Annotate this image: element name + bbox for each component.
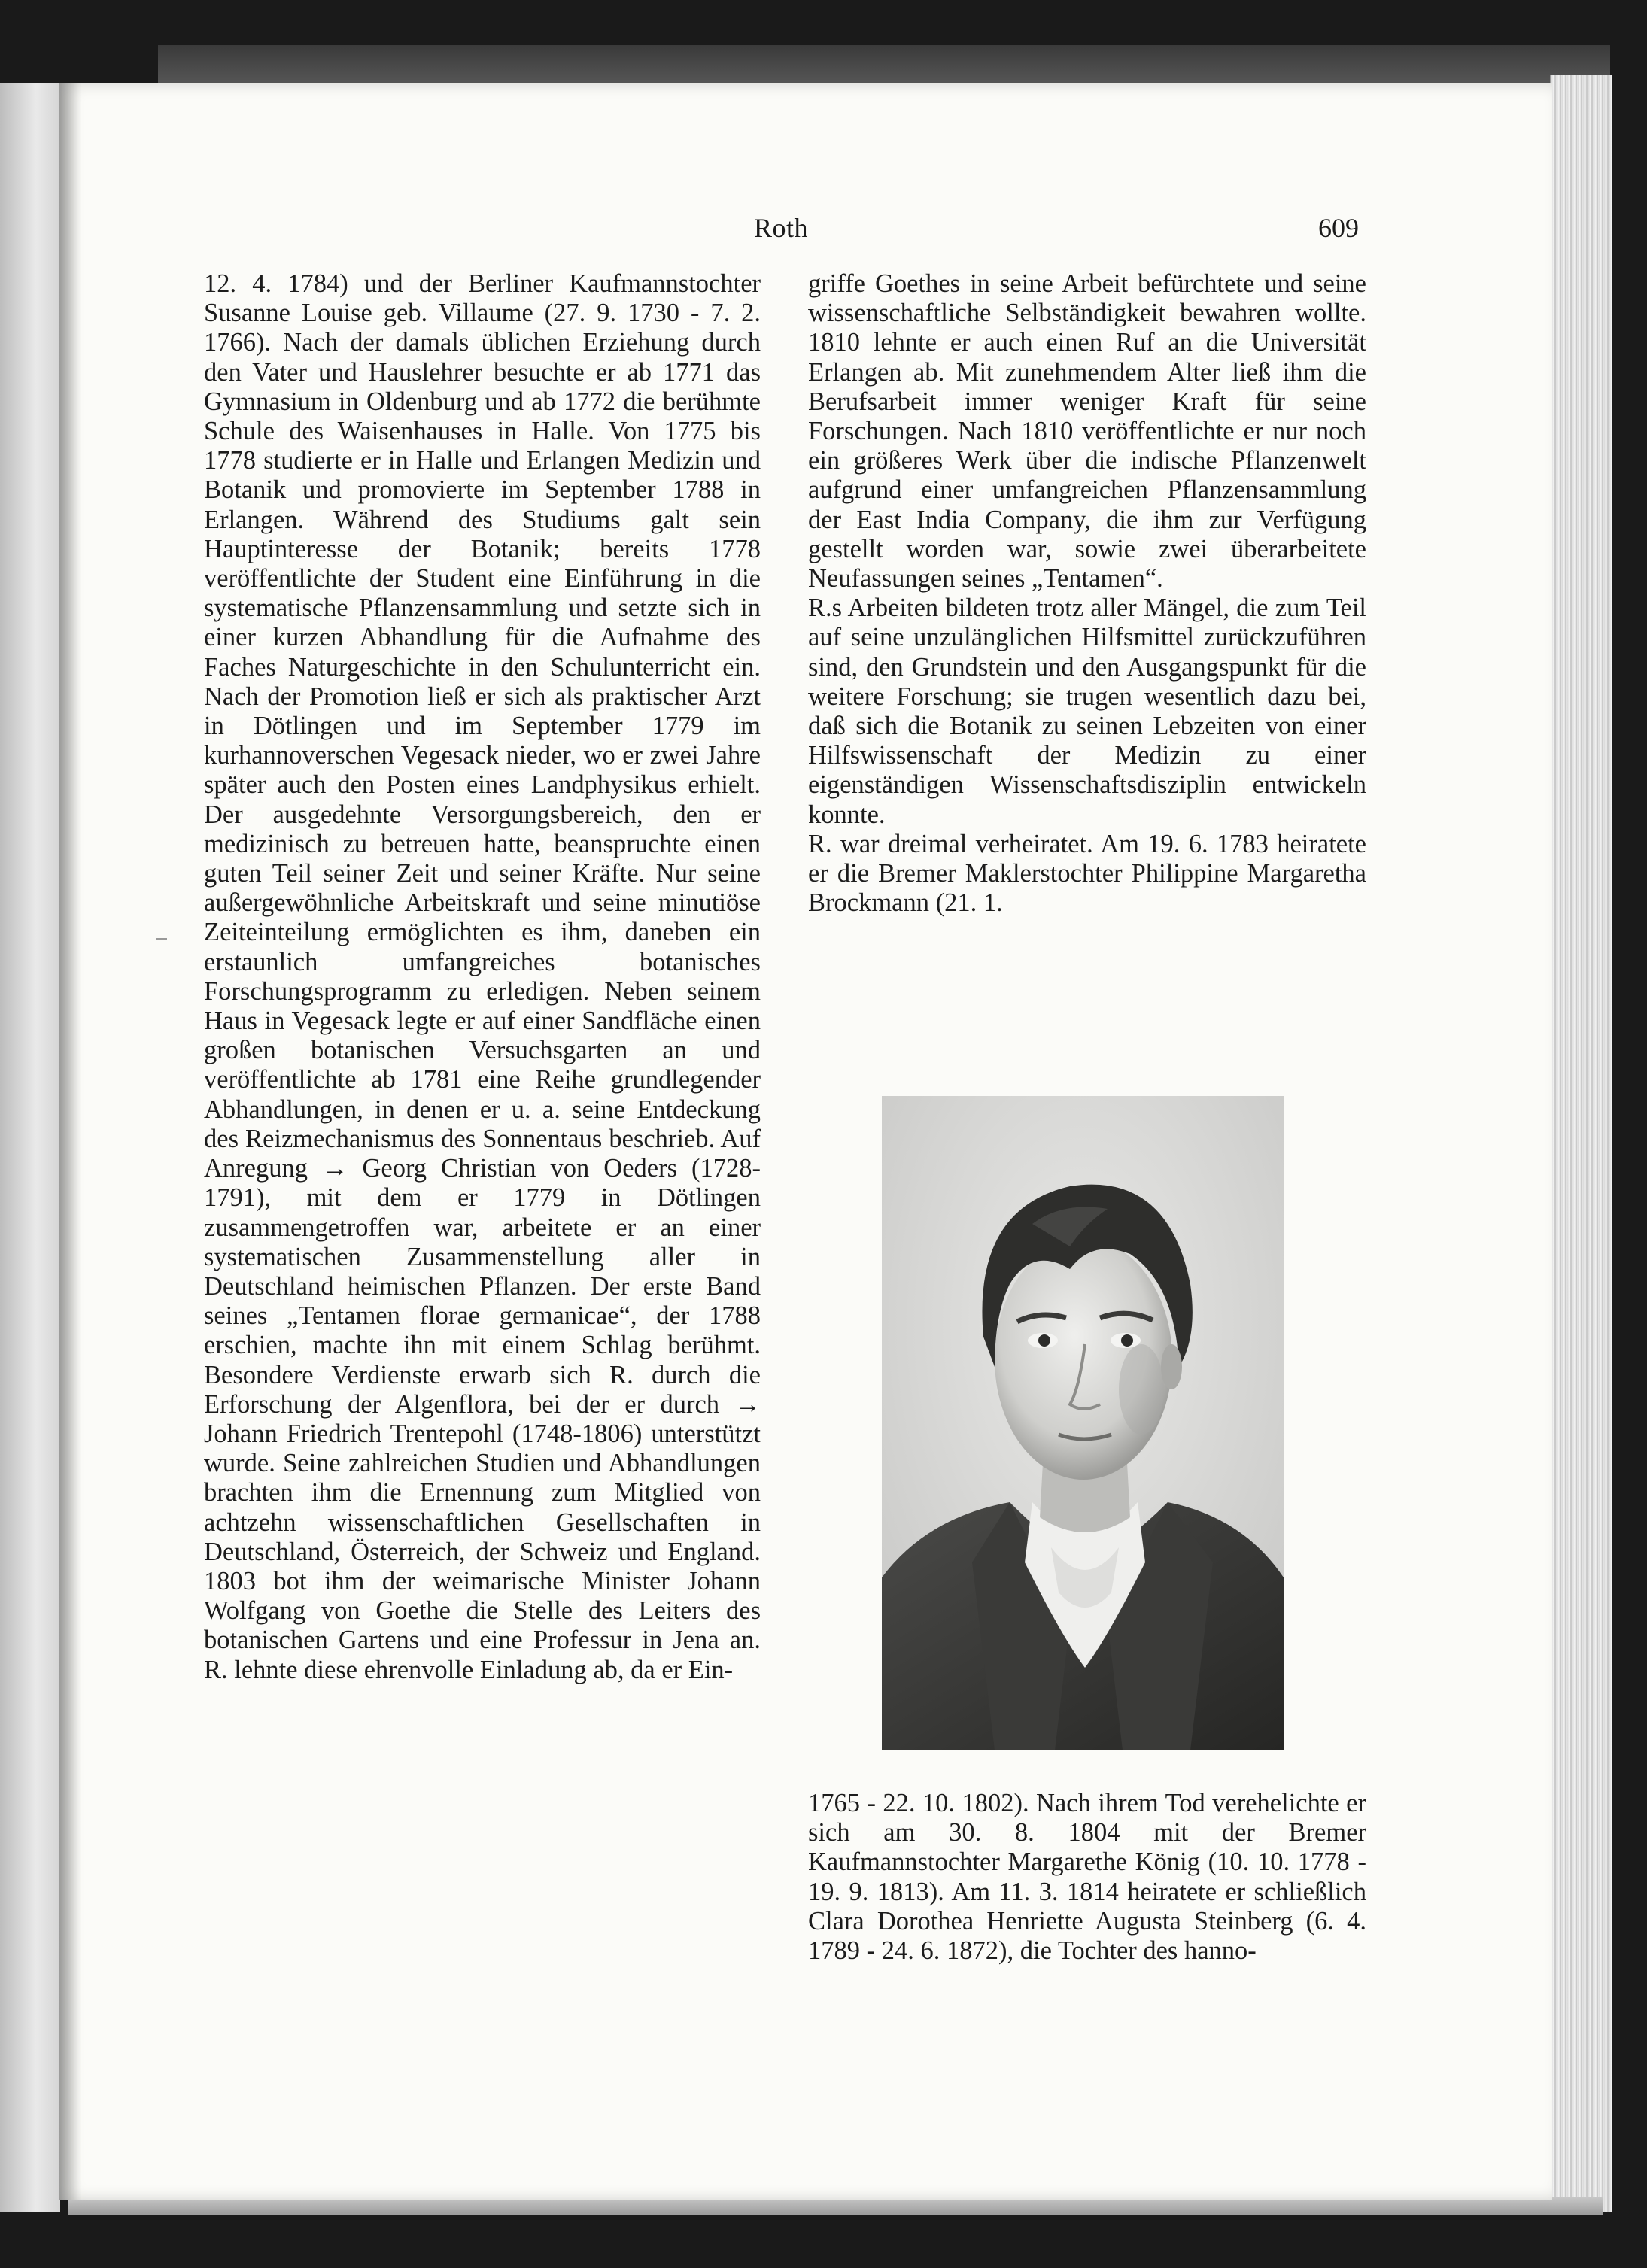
left-column-text: 12. 4. 1784) und der Berliner Kaufmannstochter Susanne Louise geb. Villaume (27. 9. 1730 - 7. 2. 1766). Nach der damals üblichen Erziehung durch den Vater und Hauslehrer besuchte er ab 1771 das Gymnasium in Oldenburg und ab 1772 die berühmte Schule des Waisenhauses in Halle. Von 1775 bis 1778 studierte er in Halle und Erlangen Medizin und Botanik und promovierte im September 1788 in Erlangen. Während des Studiums galt sein Hauptinteresse der Botanik; bereits 1778 veröffentlichte der Student eine Einführung in die systematische Pflanzensammlung und setzte sich in einer kurzen Abhandlung für die Aufnahme des Faches Naturgeschichte in den Schulunterricht ein. Nach der Promotion ließ er sich als praktischer Arzt in Dötlingen und im September 1779 im kurhannoverschen Vegesack nieder, wo er zwei Jahre später auch den Posten eines Landphysikus erhielt. Der ausgedehnte Versorgungsbereich, den er medizinisch zu betreuen hatte, beanspruchte einen guten Teil seiner Zeit und seiner Kräfte. Nur seine außergewöhnliche Arbeitskraft und seine minutiöse Zeiteinteilung ermöglichten es ihm, daneben ein erstaunlich umfangreiches botanisches Forschungsprogramm zu erledigen. Neben seinem Haus in Vegesack legte er auf einer Sandfläche einen großen botanischen Versuchsgarten an und veröffentlichte ab 1781 eine Reihe grundlegender Abhandlungen, in denen er u. a. seine Entdeckung des Reizmechanismus des Sonnentaus beschrieb. Auf Anregung → Georg Christian von Oeders (1728-1791), mit dem er 1779 in Dötlingen zusammengetroffen war, arbeitete er an einer systematischen Zusammenstellung aller in Deutschland heimischen Pflanzen. Der erste Band seines „Tentamen florae germanicae“, der 1788 erschien, machte ihn mit einem Schlag berühmt. Besondere Verdienste erwarb sich R. durch die Erforschung der Algenflora, bei der er durch → Johann Friedrich Trentepohl (1748-1806) unterstützt wurde. Seine zahlreichen Studien und Abhandlungen brachten ihm die Ernennung zum Mitglied von achtzehn wissenschaftlichen Gesellschaften in Deutschland, Österreich, der Schweiz und England. 1803 bot ihm der weimarische Minister Johann Wolfgang von Goethe die Stelle des Leiters des botanischen Gartens und eine Professur in Jena an. R. lehnte diese ehrenvolle Einladung ab, da er Ein- [204,269,761,1684]
margin-mark [156,938,167,940]
right-column-bottom [808,1789,1366,1966]
left-page-edge [0,83,60,2212]
right-paragraph-2: R.s Arbeiten bildeten trotz aller Mängel, die zum Teil auf seine unzulänglichen Hilfsmittel zurückzuführen sind, den Grundstein und den Ausgangspunkt für die weitere Forschung; sie trugen wesentlich dazu bei, daß sich die Botanik zu seinen Lebzeiten von einer Hilfswissenschaft der Medizin zu einer eigenständigen Wissenschaftsdisziplin entwickeln konnte. [808,594,1366,829]
gutter-shadow [59,83,81,2200]
right-continuation: 1765 - 22. 10. 1802). Nach ihrem Tod verehelichte er sich am 30. 8. 1804 mit der Bremer Kaufmannstochter Margarethe König (10. 10. 1778 - 19. 9. 1813). Am 11. 3. 1814 heiratete er schließlich Clara Dorothea Henriette Augusta Steinberg (6. 4. 1789 - 24. 6. 1872), die Tochter des hanno- [808,1789,1366,1966]
portrait-image [882,1096,1284,1750]
running-head: Roth [754,213,809,243]
page-stack-edge [1550,75,1612,2212]
left-column [204,269,761,1685]
page-number: 609 [1318,213,1359,243]
right-paragraph-1: griffe Goethes in seine Arbeit befürchtete und seine wissenschaftliche Selbständigkeit bewahren wollte. 1810 lehnte er auch einen Ruf an die Universität Erlangen ab. Mit zunehmendem Alter ließ ihm die Berufsarbeit immer weniger Kraft für seine Forschungen. Nach 1810 veröffentlichte er nur noch ein größeres Werk über die indische Pflanzenwelt aufgrund einer umfangreichen Pflanzensammlung der East India Company, die ihm zur Verfügung gestellt worden war, sowie zwei überarbeitete Neufassungen seines „Tentamen“. [808,269,1366,594]
right-paragraph-3: R. war dreimal verheiratet. Am 19. 6. 1783 heiratete er die Bremer Maklerstochter Philippine Margaretha Brockmann (21. 1. [808,829,1366,918]
right-column-top [808,269,1366,918]
portrait-illustration [882,1096,1284,1750]
